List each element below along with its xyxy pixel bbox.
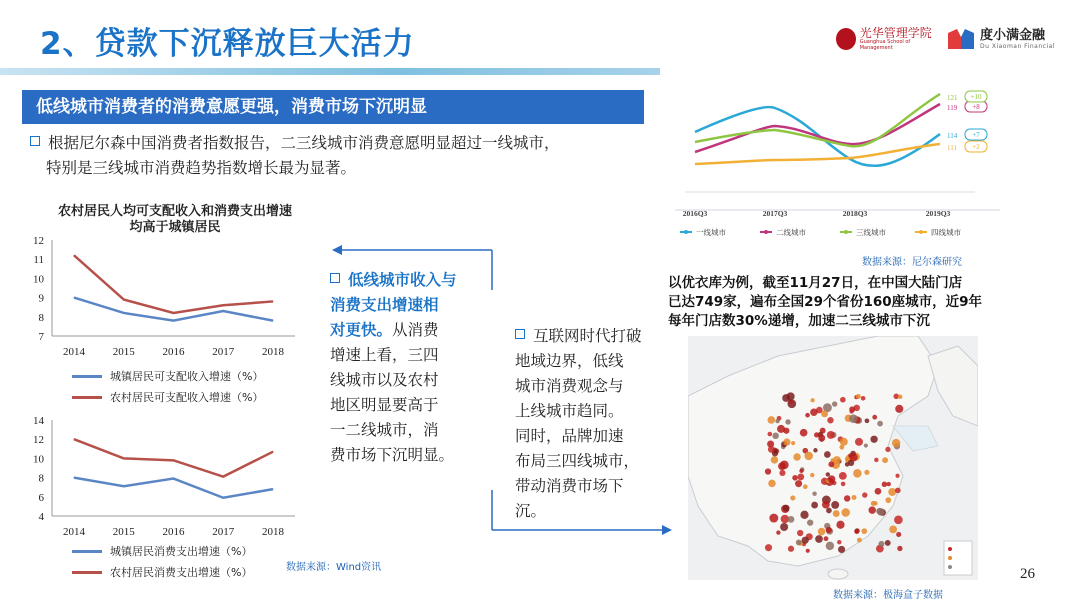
change-label: +8 — [972, 103, 980, 111]
store-dot — [785, 419, 790, 424]
x-tick-label: 2018Q3 — [842, 209, 868, 218]
store-dot — [862, 492, 867, 497]
store-dot — [783, 438, 790, 445]
right-line-3: 城市消费观念与 — [515, 377, 624, 395]
data-point — [74, 255, 75, 256]
store-dot — [872, 415, 877, 420]
x-tick-label: 2016 — [162, 346, 185, 358]
store-dot — [768, 432, 773, 437]
y-tick-label: 8 — [38, 472, 44, 485]
store-dot — [844, 495, 850, 501]
store-dot — [875, 488, 882, 495]
store-dot — [865, 418, 870, 423]
store-dot — [895, 474, 899, 478]
store-dot — [892, 439, 900, 447]
store-dot — [802, 537, 809, 544]
store-distribution-map — [688, 336, 978, 580]
store-dot — [824, 536, 829, 541]
store-dot — [885, 540, 891, 546]
store-dot — [894, 515, 903, 524]
store-dot — [861, 396, 866, 401]
store-dot — [795, 480, 802, 487]
right-line-5: 同时，品牌加速 — [515, 427, 624, 445]
store-dot — [783, 505, 790, 512]
right-text-block — [515, 324, 665, 524]
source-wind: 数据来源：Wind资讯 — [286, 562, 382, 573]
chart-title-line-1: 农村居民人均可支配收入和消费支出增速 — [57, 204, 292, 219]
store-dot — [775, 419, 779, 423]
legend-label: 农村居民可支配收入增速（%） — [110, 391, 264, 404]
bullet-icon — [515, 329, 525, 339]
store-dot — [768, 416, 776, 424]
highlight-line-3: 对更快。 — [330, 321, 393, 339]
store-dot — [788, 516, 795, 523]
store-dot — [896, 532, 901, 537]
store-dot — [857, 538, 862, 543]
store-dot — [776, 530, 780, 534]
legend-swatch — [72, 550, 102, 553]
change-label: +2 — [972, 143, 980, 151]
store-dot — [824, 451, 831, 458]
income-growth-chart — [20, 232, 310, 362]
legend-swatch — [72, 396, 102, 399]
store-dot — [864, 470, 869, 475]
store-dot — [836, 521, 844, 529]
data-point — [173, 460, 174, 461]
store-dot — [861, 528, 867, 534]
china-map-image — [688, 336, 978, 580]
store-dot — [772, 433, 778, 439]
series-line — [74, 298, 273, 321]
bullet-icon — [330, 273, 340, 283]
x-tick-label: 2016Q3 — [682, 209, 708, 218]
end-value-label: 119 — [947, 104, 958, 112]
data-point — [123, 458, 124, 459]
middle-rest-5: 一二线城市，消 — [330, 421, 439, 439]
store-dot — [813, 448, 817, 452]
store-dot — [885, 497, 891, 503]
store-dot — [822, 501, 830, 509]
legend-urban-income — [72, 368, 263, 384]
store-dot — [855, 438, 863, 446]
store-dot — [765, 544, 772, 551]
right-line-6: 布局三四线城市， — [515, 452, 640, 470]
end-value-label: 111 — [947, 144, 957, 152]
data-point — [273, 451, 274, 452]
store-dot — [778, 462, 786, 470]
store-dot — [811, 502, 818, 509]
store-dot — [870, 436, 877, 443]
y-tick-label: 8 — [38, 311, 44, 324]
x-tick-label: 2014 — [63, 346, 85, 358]
consumption-legend — [72, 543, 252, 580]
duxiaoman-logo — [948, 24, 1073, 54]
legend-swatch — [72, 375, 102, 378]
intro-line-1: 根据尼尔森中国消费者指数报告，二三线城市消费意愿明显超过一线城市， — [48, 134, 560, 152]
store-dot — [874, 458, 878, 462]
series-line — [74, 255, 273, 313]
right-line-8: 沉。 — [515, 502, 547, 520]
store-dot — [849, 414, 858, 423]
store-dot — [769, 514, 778, 523]
store-dot — [779, 470, 785, 476]
end-value-label: 121 — [947, 94, 958, 102]
store-dot — [888, 488, 896, 496]
store-dot — [800, 429, 808, 437]
duxiaoman-logo-text: 度小满金融 — [980, 27, 1046, 43]
y-tick-label: 12 — [33, 434, 44, 447]
chart-title-line-2: 均高于城镇居民 — [129, 220, 221, 235]
data-point — [74, 439, 75, 440]
store-dot — [828, 461, 834, 467]
store-dot — [827, 417, 833, 423]
data-point — [173, 478, 174, 479]
source-jihai: 数据来源：极海盒子数据 — [833, 590, 943, 601]
store-dot — [797, 530, 803, 536]
store-dot — [818, 528, 826, 536]
source-nielsen: 数据来源：尼尔森研究 — [862, 257, 962, 268]
change-label: +7 — [972, 131, 980, 139]
highlight-line-1: 低线城市收入与 — [348, 271, 457, 289]
store-dot — [877, 421, 883, 427]
store-dot — [878, 541, 884, 547]
store-dot — [849, 453, 857, 461]
legend-urban-consumption — [72, 543, 252, 559]
x-tick-label: 2018 — [262, 526, 284, 538]
store-dot — [771, 456, 778, 463]
x-tick-label: 2017 — [212, 526, 235, 538]
legend-rural-income — [72, 389, 263, 405]
data-point — [123, 299, 124, 300]
store-dot — [780, 523, 788, 531]
store-dot — [793, 453, 800, 460]
legend-label: 三线城市 — [856, 228, 886, 237]
legend-label: 二线城市 — [776, 228, 806, 237]
middle-rest-6: 费市场下沉明显。 — [330, 446, 455, 464]
store-dot — [765, 468, 771, 474]
y-tick-label: 9 — [38, 292, 44, 305]
store-dot — [895, 405, 903, 413]
duxiaoman-mark-icon — [948, 29, 974, 49]
store-dot — [810, 398, 814, 402]
store-dot — [782, 394, 790, 402]
store-dot — [814, 432, 819, 437]
y-tick-label: 6 — [38, 491, 44, 504]
store-dot — [841, 482, 846, 487]
right-line-4: 上线城市趋同。 — [515, 402, 624, 420]
data-point — [273, 320, 274, 321]
y-tick-label: 10 — [33, 453, 44, 466]
store-dot — [796, 540, 802, 546]
store-dot — [839, 472, 847, 480]
guanghua-logo — [836, 24, 936, 54]
y-tick-label: 4 — [38, 511, 44, 523]
middle-rest-4: 地区明显要高于 — [330, 396, 439, 414]
store-dot — [768, 480, 776, 488]
legend-label: 城镇居民可支配收入增速（%） — [110, 370, 264, 383]
store-dot — [837, 540, 841, 544]
y-tick-label: 10 — [33, 273, 44, 286]
store-dot — [849, 409, 853, 413]
uniqlo-line-1: 以优衣库为例，截至11月27日，在中国大陆门店 — [668, 275, 963, 291]
legend-label: 四线城市 — [931, 228, 961, 237]
store-dot — [826, 508, 832, 514]
store-dot — [852, 495, 857, 500]
store-dot — [885, 447, 890, 452]
store-dot — [889, 525, 897, 533]
legend-marker — [764, 230, 768, 234]
store-dot — [826, 542, 834, 550]
store-dot — [840, 438, 848, 446]
store-dot — [877, 508, 884, 515]
data-point — [223, 497, 224, 498]
y-tick-label: 7 — [38, 331, 44, 343]
data-point — [123, 312, 124, 313]
store-dot — [826, 527, 832, 533]
city-tier-trend-chart — [675, 84, 1000, 244]
store-dot — [897, 546, 902, 551]
store-dot — [895, 488, 901, 494]
middle-rest-2: 增速上看，三四 — [330, 346, 439, 364]
store-dot — [853, 469, 862, 478]
data-point — [74, 297, 75, 298]
series-line — [74, 478, 273, 498]
middle-rest-1: 从消费 — [392, 321, 439, 339]
store-dot — [790, 495, 795, 500]
store-dot — [806, 549, 810, 553]
bullet-icon — [30, 136, 40, 146]
data-point — [273, 301, 274, 302]
store-dot — [840, 397, 846, 403]
store-dot — [792, 475, 798, 481]
data-point — [173, 312, 174, 313]
legend-label: 一线城市 — [696, 228, 726, 237]
store-dot — [788, 546, 794, 552]
legend-swatch — [72, 571, 102, 574]
x-tick-label: 2017 — [212, 346, 235, 358]
store-dot — [777, 425, 785, 433]
income-legend — [72, 368, 263, 405]
data-point — [223, 476, 224, 477]
guanghua-seal-icon — [836, 28, 856, 50]
store-dot — [805, 413, 810, 418]
intro-line-2: 特别是三线城市消费趋势指数增长最为显著。 — [46, 159, 357, 177]
legend-label: 城镇居民消费支出增速（%） — [110, 545, 253, 558]
store-dot — [882, 482, 887, 487]
change-label: +10 — [970, 93, 982, 101]
data-point — [173, 320, 174, 321]
legend-marker — [919, 230, 923, 234]
store-dot — [838, 546, 845, 553]
duxiaoman-logo-subtext: Du Xiaoman Financial — [980, 42, 1055, 50]
end-value-label: 114 — [947, 132, 958, 140]
data-point — [123, 486, 124, 487]
store-dot — [768, 446, 775, 453]
x-tick-label: 2016 — [162, 526, 185, 538]
store-dot — [898, 395, 902, 399]
store-dot — [818, 435, 825, 442]
x-tick-label: 2017Q3 — [762, 209, 788, 218]
legend-label: 农村居民消费支出增速（%） — [110, 566, 253, 579]
x-tick-label: 2014 — [63, 526, 85, 538]
store-dot — [799, 469, 803, 473]
x-tick-label: 2019Q3 — [925, 209, 951, 218]
store-dot — [807, 519, 813, 525]
store-dot — [821, 410, 828, 417]
right-line-7: 带动消费市场下 — [515, 477, 624, 495]
consumption-growth-chart — [20, 412, 310, 542]
x-tick-label: 2015 — [112, 346, 135, 358]
store-dot — [841, 508, 850, 517]
legend-marker — [684, 230, 688, 234]
x-tick-label: 2018 — [262, 346, 284, 358]
store-dot — [791, 441, 795, 445]
title-underline — [0, 68, 660, 75]
store-dot — [828, 475, 835, 482]
store-dot — [833, 510, 840, 517]
y-tick-label: 14 — [33, 415, 44, 427]
legend-rural-consumption — [72, 564, 252, 580]
store-dot — [797, 473, 804, 480]
store-dot — [868, 506, 875, 513]
uniqlo-line-2: 已达749家，遍布全国29个省份160座城市，近9年 — [668, 294, 983, 310]
uniqlo-example — [668, 274, 1028, 331]
intro-paragraph — [30, 131, 650, 181]
store-dot — [864, 444, 868, 448]
right-line-2: 地域边界，低线 — [515, 352, 624, 370]
store-dot — [810, 409, 817, 416]
x-tick-label: 2015 — [112, 526, 135, 538]
store-dot — [827, 431, 835, 439]
guanghua-logo-subtext: Guanghua School of Management — [859, 39, 911, 51]
middle-text-block — [330, 268, 482, 468]
section-banner: 低线城市消费者的消费意愿更强，消费市场下沉明显 — [22, 90, 644, 124]
data-point — [74, 477, 75, 478]
middle-rest-3: 线城市以及农村 — [330, 371, 439, 389]
store-dot — [833, 456, 841, 464]
store-dot — [886, 482, 890, 486]
right-line-1: 互联网时代打破 — [533, 327, 642, 345]
series-line — [74, 439, 273, 476]
store-dot — [810, 473, 814, 477]
store-dot — [832, 401, 837, 406]
store-dot — [815, 535, 823, 543]
store-dot — [831, 501, 839, 509]
data-point — [223, 311, 224, 312]
store-dot — [800, 511, 808, 519]
store-dot — [812, 491, 816, 495]
store-dot — [826, 472, 830, 476]
y-tick-label: 11 — [33, 254, 44, 267]
y-tick-label: 12 — [33, 235, 44, 247]
page-number: 26 — [1020, 566, 1035, 582]
data-point — [223, 305, 224, 306]
guanghua-logo-text: 光华管理学院 — [859, 26, 932, 40]
store-dot — [854, 529, 859, 534]
legend-marker — [844, 230, 848, 234]
store-dot — [856, 394, 861, 399]
store-dot — [803, 484, 808, 489]
highlight-line-2: 消费支出增速相 — [330, 296, 439, 314]
slide-title: 2、贷款下沉释放巨大活力 — [40, 26, 415, 62]
store-dot — [873, 501, 877, 505]
data-point — [273, 489, 274, 490]
store-dot — [882, 457, 888, 463]
store-dot — [804, 452, 813, 461]
uniqlo-line-3: 每年门店数30%递增，加速二三线城市下沉 — [668, 313, 930, 329]
